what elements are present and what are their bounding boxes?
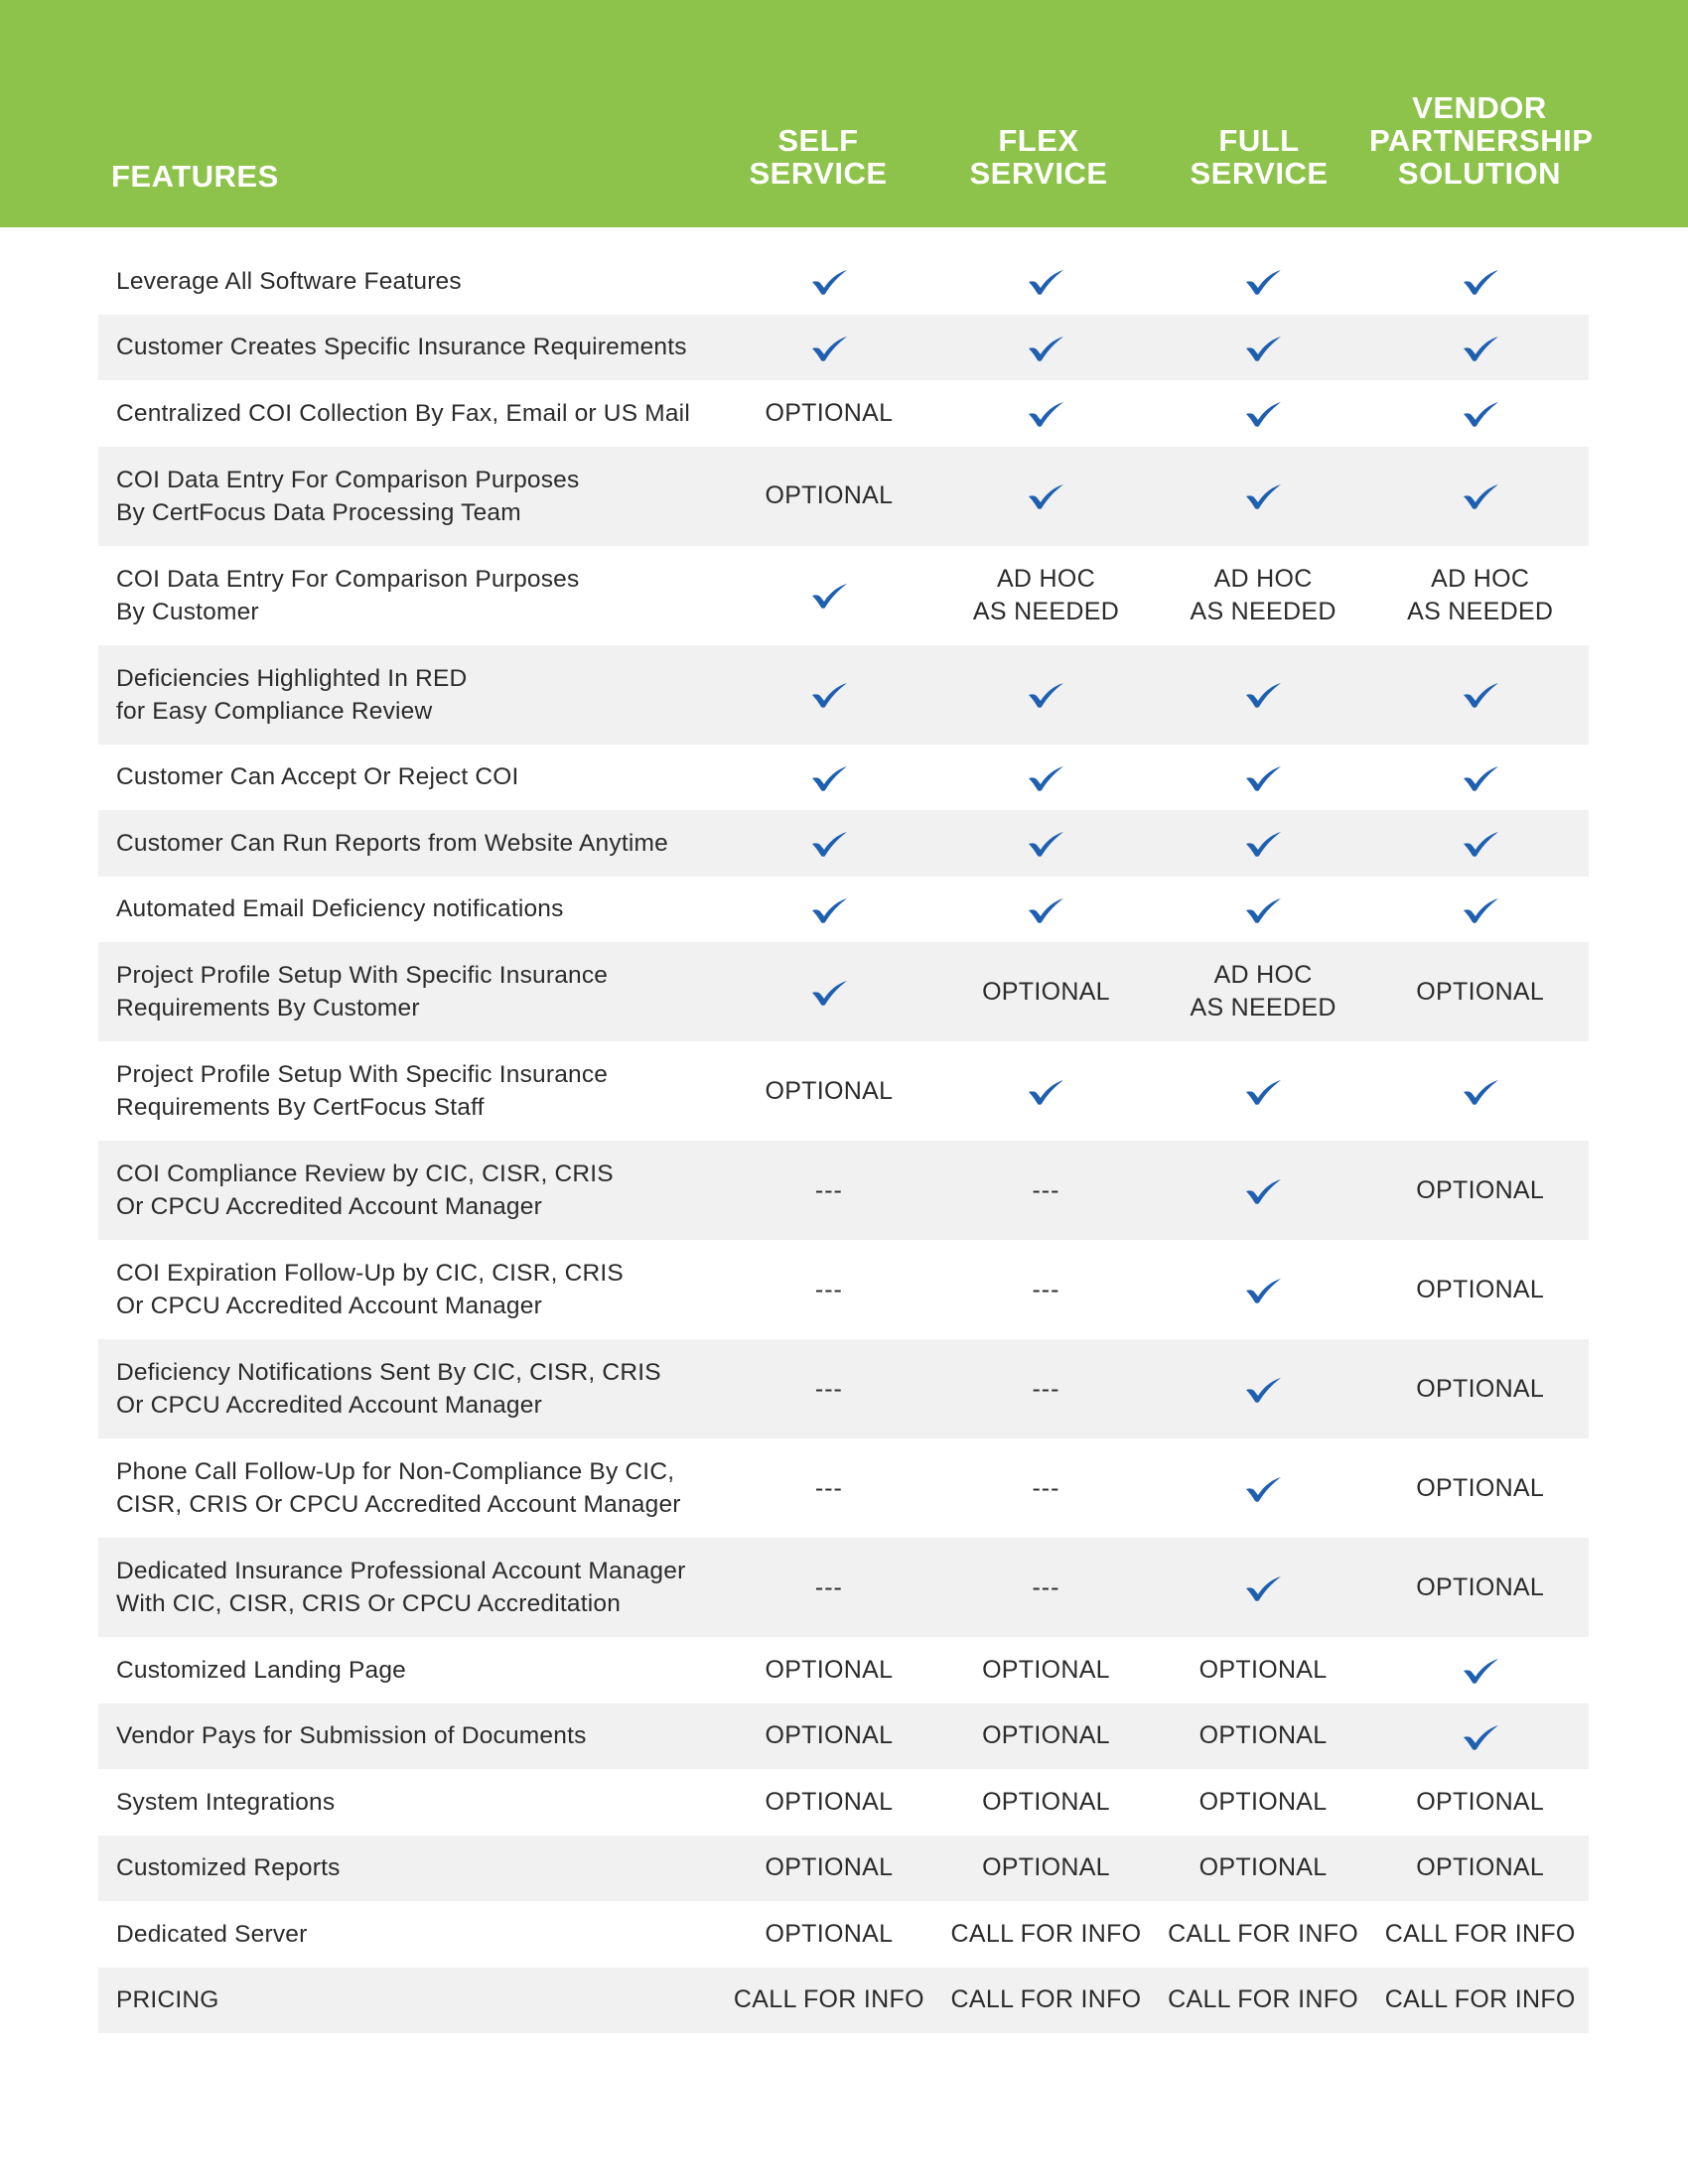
- self-service-cell: [721, 892, 938, 925]
- feature-comparison-table: [98, 248, 1589, 2033]
- cell-value: AD HOC: [1431, 564, 1530, 593]
- table-row: [98, 1141, 1589, 1240]
- check-icon: [1462, 682, 1499, 708]
- vendor-partnership-solution-cell: [1371, 397, 1589, 430]
- feature-label-line: Deficiency Notifications Sent By CIC, CISR, CRIS: [116, 1359, 661, 1386]
- full-service-cell: [1155, 1786, 1372, 1819]
- feature-label-line: CISR, CRIS Or CPCU Accredited Account Manager: [116, 1491, 681, 1518]
- cell-value: OPTIONAL: [982, 1853, 1110, 1882]
- check-icon: [1462, 336, 1499, 361]
- table-row: [98, 1538, 1589, 1637]
- vendor-partnership-solution-cell: [1371, 760, 1589, 793]
- cell-value: OPTIONAL: [982, 977, 1110, 1006]
- flex-service-cell: [937, 1571, 1155, 1604]
- vendor-partnership-solution-cell: [1371, 1274, 1589, 1306]
- flex-service-cell: [937, 563, 1155, 628]
- check-icon: [810, 682, 848, 708]
- cell-value: OPTIONAL: [1416, 1787, 1545, 1816]
- full-service-cell: [1155, 479, 1372, 512]
- self-service-cell: [721, 331, 938, 363]
- flex-service-cell: [937, 1274, 1155, 1306]
- flex-service-cell: [937, 479, 1155, 512]
- feature-label-line: Deficiencies Highlighted In RED: [116, 664, 468, 692]
- self-service-cell: [721, 1274, 938, 1306]
- check-icon: [1462, 401, 1499, 427]
- check-icon: [1244, 831, 1282, 857]
- cell-value: OPTIONAL: [765, 1721, 894, 1750]
- feature-label-line: Or CPCU Accredited Account Manager: [116, 1293, 542, 1319]
- feature-label-line: Customer Creates Specific Insurance Requirements: [116, 334, 687, 361]
- self-service-cell: [721, 1571, 938, 1604]
- feature-label-line: Customized Landing Page: [116, 1656, 406, 1684]
- feature-label-line: Requirements By Customer: [116, 995, 420, 1022]
- table-row: [98, 1769, 1589, 1836]
- cell-value: AD HOC: [1213, 564, 1313, 593]
- cell-value: OPTIONAL: [765, 398, 894, 427]
- feature-label-line: With CIC, CISR, CRIS Or CPCU Accreditation: [116, 1590, 622, 1617]
- check-icon: [1462, 269, 1499, 295]
- table-row: [98, 1704, 1589, 1770]
- cell-value: OPTIONAL: [982, 1721, 1110, 1750]
- column-header-line: PARTNERSHIP: [1369, 123, 1594, 158]
- check-icon: [810, 269, 848, 295]
- vendor-partnership-solution-cell: [1371, 331, 1589, 363]
- check-icon: [1462, 1079, 1499, 1105]
- flex-service-cell: [937, 397, 1155, 430]
- table-row: [98, 315, 1589, 381]
- full-service-cell: [1155, 1719, 1372, 1752]
- cell-value: OPTIONAL: [765, 1919, 894, 1948]
- check-icon: [810, 583, 848, 609]
- vendor-partnership-solution-cell: [1371, 1719, 1589, 1752]
- check-icon: [1244, 897, 1282, 923]
- cell-value: ---: [1032, 1275, 1060, 1303]
- full-service-cell: [1155, 265, 1372, 298]
- feature-label-line: COI Data Entry For Comparison Purposes: [116, 565, 580, 593]
- cell-value: OPTIONAL: [765, 481, 894, 509]
- flex-service-cell: [937, 1654, 1155, 1687]
- full-service-cell: [1155, 827, 1372, 860]
- feature-label-line: COI Data Entry For Comparison Purposes: [116, 466, 580, 493]
- full-service-cell: [1155, 1654, 1372, 1687]
- cell-value: ---: [814, 1275, 843, 1303]
- flex-service-column-header: [928, 124, 1149, 190]
- cell-value: OPTIONAL: [1198, 1655, 1328, 1684]
- table-row: [98, 248, 1589, 315]
- full-service-cell: [1155, 331, 1372, 363]
- cell-value: OPTIONAL: [1198, 1853, 1328, 1882]
- cell-value: ---: [814, 1572, 843, 1601]
- self-service-cell: [721, 760, 938, 793]
- cell-value: OPTIONAL: [1416, 1572, 1545, 1601]
- check-icon: [1244, 269, 1282, 295]
- check-icon: [1244, 682, 1282, 708]
- cell-value: ---: [1032, 1473, 1060, 1502]
- feature-label: [98, 265, 721, 298]
- cell-value: ---: [1032, 1175, 1060, 1204]
- check-icon: [810, 765, 848, 791]
- cell-value: CALL FOR INFO: [1384, 1985, 1576, 2014]
- check-icon: [1244, 401, 1282, 427]
- vendor-partnership-solution-cell: [1371, 678, 1589, 711]
- full-service-cell: [1155, 959, 1372, 1024]
- cell-value: CALL FOR INFO: [1384, 1919, 1576, 1948]
- feature-label-line: Customer Can Accept Or Reject COI: [116, 763, 519, 791]
- flex-service-cell: [937, 760, 1155, 793]
- feature-label-line: Customer Can Run Reports from Website Anytime: [116, 829, 668, 857]
- flex-service-cell: [937, 1918, 1155, 1951]
- flex-service-cell: [937, 331, 1155, 363]
- full-service-cell: [1155, 1918, 1372, 1951]
- cell-value: OPTIONAL: [1416, 1275, 1545, 1303]
- check-icon: [1244, 1476, 1282, 1502]
- flex-service-cell: [937, 678, 1155, 711]
- feature-label: [98, 1654, 721, 1687]
- self-service-cell: [721, 1786, 938, 1819]
- feature-label: [98, 1786, 721, 1819]
- check-icon: [1027, 401, 1064, 427]
- cell-value: CALL FOR INFO: [1168, 1919, 1359, 1948]
- self-service-cell: [721, 1373, 938, 1406]
- cell-value: AS NEEDED: [972, 597, 1120, 625]
- vendor-partnership-solution-cell: [1371, 1472, 1589, 1505]
- feature-label-line: Phone Call Follow-Up for Non-Compliance By CIC,: [116, 1458, 675, 1485]
- feature-label: [98, 892, 721, 925]
- feature-label-line: Or CPCU Accredited Account Manager: [116, 1193, 542, 1220]
- check-icon: [1462, 831, 1499, 857]
- self-service-cell: [721, 479, 938, 512]
- column-header-line: VENDOR: [1412, 90, 1547, 125]
- check-icon: [1027, 269, 1064, 295]
- feature-label-line: By Customer: [116, 598, 259, 625]
- column-header-line: FLEX: [998, 123, 1079, 158]
- cell-value: AS NEEDED: [1190, 994, 1336, 1022]
- vendor-partnership-solution-cell: [1371, 1918, 1589, 1951]
- flex-service-cell: [937, 1851, 1155, 1884]
- full-service-cell: [1155, 1075, 1372, 1108]
- cell-value: OPTIONAL: [1198, 1721, 1328, 1750]
- flex-service-cell: [937, 1472, 1155, 1505]
- feature-label: [98, 827, 721, 860]
- check-icon: [1462, 483, 1499, 509]
- feature-label: [98, 662, 721, 728]
- column-header-line: SERVICE: [969, 156, 1108, 191]
- cell-value: OPTIONAL: [1416, 977, 1545, 1006]
- self-service-cell: [721, 1654, 938, 1687]
- full-service-cell: [1155, 397, 1372, 430]
- table-row: [98, 1637, 1589, 1704]
- cell-value: OPTIONAL: [765, 1853, 894, 1882]
- flex-service-cell: [937, 1719, 1155, 1752]
- full-service-cell: [1155, 1851, 1372, 1884]
- cell-value: OPTIONAL: [765, 1655, 894, 1684]
- cell-value: OPTIONAL: [1198, 1787, 1328, 1816]
- feature-label-line: System Integrations: [116, 1788, 336, 1816]
- cell-value: AS NEEDED: [1407, 597, 1554, 625]
- vendor-partnership-solution-cell: [1371, 1983, 1589, 2016]
- vendor-partnership-solution-cell: [1371, 1654, 1589, 1687]
- flex-service-cell: [937, 1786, 1155, 1819]
- vendor-partnership-solution-cell: [1371, 563, 1589, 628]
- check-icon: [810, 336, 848, 361]
- cell-value: CALL FOR INFO: [733, 1985, 924, 2014]
- flex-service-cell: [937, 1373, 1155, 1406]
- self-service-cell: [721, 397, 938, 430]
- self-service-cell: [721, 1918, 938, 1951]
- feature-label: [98, 563, 721, 628]
- feature-label: [98, 1455, 721, 1521]
- check-icon: [1027, 1079, 1064, 1105]
- feature-label: [98, 397, 721, 430]
- vendor-partnership-solution-cell: [1371, 976, 1589, 1009]
- column-header-line: SERVICE: [1190, 156, 1329, 191]
- check-icon: [1027, 483, 1064, 509]
- feature-label: [98, 331, 721, 363]
- vendor-partnership-solution-cell: [1371, 479, 1589, 512]
- self-service-cell: [721, 827, 938, 860]
- cell-value: OPTIONAL: [982, 1655, 1110, 1684]
- check-icon: [1462, 1658, 1499, 1684]
- self-service-column-header: [708, 124, 928, 190]
- feature-label-line: Automated Email Deficiency notifications: [116, 895, 564, 923]
- check-icon: [1027, 682, 1064, 708]
- feature-label: [98, 1851, 721, 1884]
- column-header-line: SERVICE: [749, 156, 888, 191]
- cell-value: ---: [1032, 1374, 1060, 1403]
- flex-service-cell: [937, 976, 1155, 1009]
- feature-label-line: Vendor Pays for Submission of Documents: [116, 1722, 587, 1750]
- full-service-cell: [1155, 678, 1372, 711]
- full-service-cell: [1155, 1472, 1372, 1505]
- full-service-column-header: [1149, 124, 1369, 190]
- cell-value: AD HOC: [1213, 961, 1313, 989]
- self-service-cell: [721, 265, 938, 298]
- check-icon: [1027, 831, 1064, 857]
- full-service-cell: [1155, 563, 1372, 628]
- feature-label-line: Customized Reports: [116, 1854, 341, 1882]
- self-service-cell: [721, 1851, 938, 1884]
- table-row: [98, 546, 1589, 645]
- feature-label: [98, 760, 721, 793]
- self-service-cell: [721, 1472, 938, 1505]
- feature-label-line: Dedicated Insurance Professional Account Manager: [116, 1558, 686, 1584]
- feature-label: [98, 1257, 721, 1322]
- cell-value: OPTIONAL: [765, 1787, 894, 1816]
- check-icon: [1244, 336, 1282, 361]
- column-header-line: FULL: [1218, 123, 1300, 158]
- table-row: [98, 1438, 1589, 1538]
- feature-label: [98, 1158, 721, 1223]
- feature-label-line: By CertFocus Data Processing Team: [116, 498, 521, 526]
- column-header-line: SOLUTION: [1397, 156, 1562, 191]
- flex-service-cell: [937, 892, 1155, 925]
- cell-value: ---: [814, 1374, 843, 1403]
- table-row: [98, 1968, 1589, 2034]
- check-icon: [1027, 765, 1064, 791]
- table-row: [98, 447, 1589, 546]
- flex-service-cell: [937, 827, 1155, 860]
- feature-label: [98, 1058, 721, 1124]
- full-service-cell: [1155, 1571, 1372, 1604]
- feature-label-line: Requirements By CertFocus Staff: [116, 1094, 485, 1121]
- table-row: [98, 645, 1589, 745]
- check-icon: [1462, 897, 1499, 923]
- cell-value: ---: [814, 1473, 843, 1502]
- feature-label: [98, 1719, 721, 1752]
- check-icon: [1244, 1575, 1282, 1601]
- full-service-cell: [1155, 1274, 1372, 1306]
- check-icon: [810, 980, 848, 1006]
- cell-value: CALL FOR INFO: [1168, 1985, 1359, 2014]
- check-icon: [1244, 1377, 1282, 1403]
- cell-value: AS NEEDED: [1190, 597, 1336, 625]
- cell-value: OPTIONAL: [765, 1076, 894, 1105]
- vendor-partnership-solution-cell: [1371, 1571, 1589, 1604]
- table-row: [98, 745, 1589, 811]
- feature-label: [98, 1983, 721, 2016]
- check-icon: [1244, 765, 1282, 791]
- feature-label: [98, 1356, 721, 1422]
- cell-value: CALL FOR INFO: [950, 1985, 1142, 2014]
- check-icon: [1462, 1724, 1499, 1750]
- feature-label-line: Or CPCU Accredited Account Manager: [116, 1392, 542, 1419]
- check-icon: [1027, 897, 1064, 923]
- cell-value: OPTIONAL: [1416, 1473, 1545, 1502]
- cell-value: OPTIONAL: [982, 1787, 1110, 1816]
- cell-value: AD HOC: [996, 564, 1095, 593]
- feature-label: [98, 1555, 721, 1620]
- feature-label-line: COI Expiration Follow-Up by CIC, CISR, CRIS: [116, 1260, 624, 1287]
- cell-value: OPTIONAL: [1416, 1374, 1545, 1403]
- cell-value: ---: [814, 1175, 843, 1204]
- check-icon: [1027, 336, 1064, 361]
- feature-label: [98, 959, 721, 1024]
- vendor-partnership-solution-cell: [1371, 892, 1589, 925]
- vendor-partnership-solution-cell: [1371, 265, 1589, 298]
- check-icon: [1244, 1178, 1282, 1204]
- feature-label-line: PRICING: [116, 1986, 219, 2014]
- full-service-cell: [1155, 760, 1372, 793]
- table-row: [98, 810, 1589, 877]
- feature-label-line: for Easy Compliance Review: [116, 697, 433, 725]
- feature-label-line: Project Profile Setup With Specific Insurance: [116, 962, 609, 989]
- full-service-cell: [1155, 1983, 1372, 2016]
- check-icon: [810, 897, 848, 923]
- full-service-cell: [1155, 1373, 1372, 1406]
- feature-label-line: COI Compliance Review by CIC, CISR, CRIS: [116, 1160, 614, 1187]
- column-header-line: SELF: [777, 123, 859, 158]
- full-service-cell: [1155, 1174, 1372, 1207]
- self-service-cell: [721, 976, 938, 1009]
- self-service-cell: [721, 678, 938, 711]
- flex-service-cell: [937, 1174, 1155, 1207]
- self-service-cell: [721, 579, 938, 612]
- vendor-partnership-solution-cell: [1371, 827, 1589, 860]
- flex-service-cell: [937, 1075, 1155, 1108]
- vendor-partnership-solution-cell: [1371, 1174, 1589, 1207]
- table-row: [98, 1901, 1589, 1968]
- self-service-cell: [721, 1174, 938, 1207]
- cell-value: ---: [1032, 1572, 1060, 1601]
- vendor-partnership-solution-cell: [1371, 1373, 1589, 1406]
- flex-service-cell: [937, 1983, 1155, 2016]
- features-column-header: FEATURES: [111, 159, 279, 194]
- feature-label-line: Leverage All Software Features: [116, 267, 462, 295]
- cell-value: CALL FOR INFO: [950, 1919, 1142, 1948]
- check-icon: [1244, 483, 1282, 509]
- self-service-cell: [721, 1719, 938, 1752]
- table-row: [98, 877, 1589, 943]
- feature-label-line: Dedicated Server: [116, 1920, 308, 1948]
- feature-label: [98, 464, 721, 529]
- vendor-partnership-solution-cell: [1371, 1786, 1589, 1819]
- vendor-partnership-solution-cell: [1371, 1851, 1589, 1884]
- table-row: [98, 1240, 1589, 1339]
- table-row: [98, 942, 1589, 1041]
- self-service-cell: [721, 1075, 938, 1108]
- cell-value: OPTIONAL: [1416, 1853, 1545, 1882]
- check-icon: [810, 831, 848, 857]
- table-row: [98, 380, 1589, 447]
- self-service-cell: [721, 1983, 938, 2016]
- vendor-partnership-solution-column-header: [1369, 90, 1594, 191]
- feature-label-line: Project Profile Setup With Specific Insurance: [116, 1061, 609, 1088]
- flex-service-cell: [937, 265, 1155, 298]
- check-icon: [1462, 765, 1499, 791]
- feature-label: [98, 1918, 721, 1951]
- full-service-cell: [1155, 892, 1372, 925]
- cell-value: OPTIONAL: [1416, 1175, 1545, 1204]
- table-row: [98, 1339, 1589, 1438]
- table-row: [98, 1836, 1589, 1902]
- check-icon: [1244, 1278, 1282, 1303]
- table-row: [98, 1041, 1589, 1141]
- vendor-partnership-solution-cell: [1371, 1075, 1589, 1108]
- feature-label-line: Centralized COI Collection By Fax, Email or US Mail: [116, 399, 690, 427]
- check-icon: [1244, 1079, 1282, 1105]
